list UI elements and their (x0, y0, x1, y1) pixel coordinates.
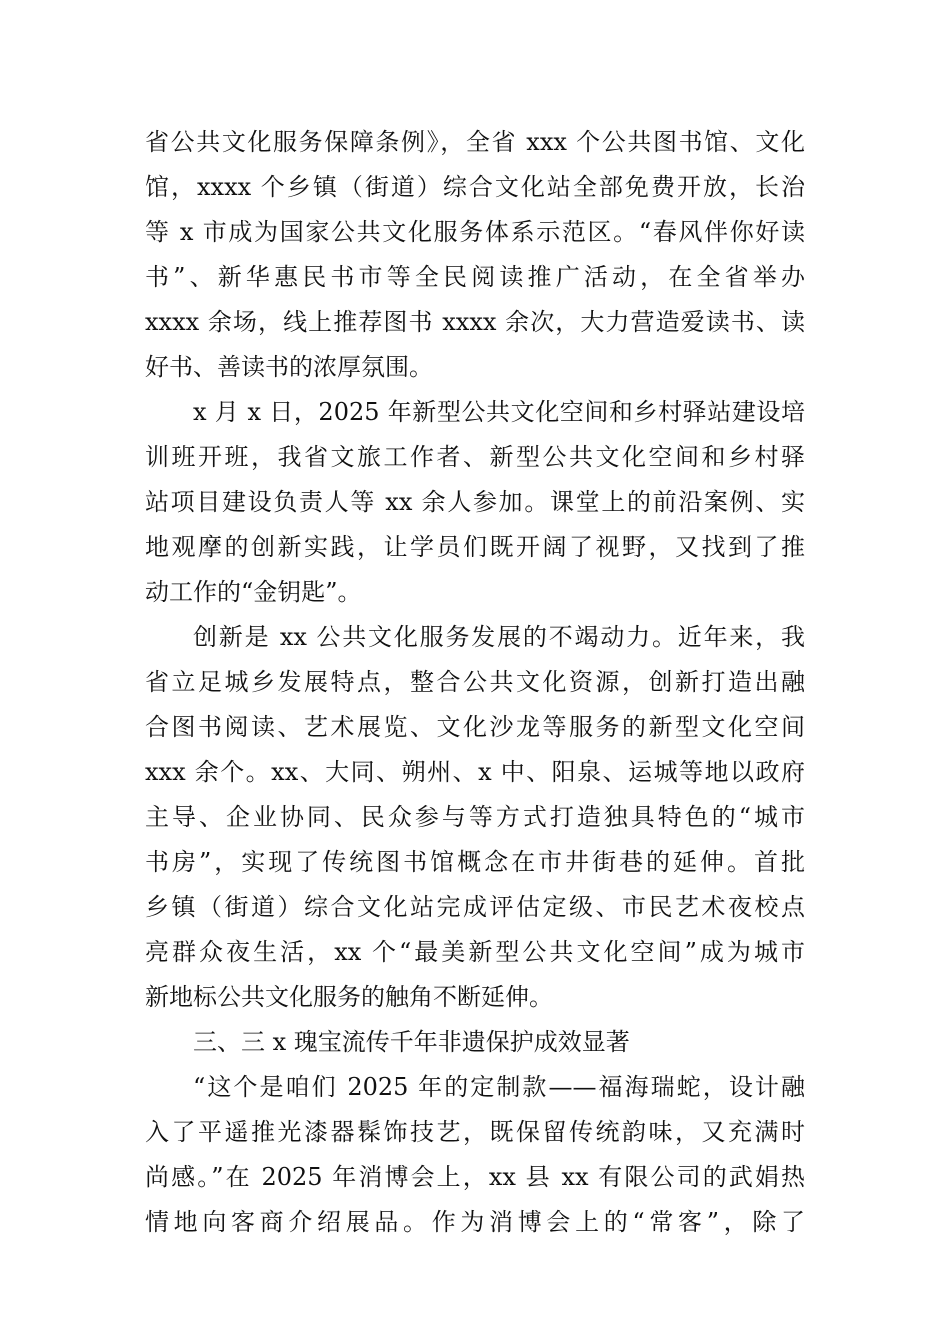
paragraph-first-line: “这个是咱们 2025 年的定制款——福海瑞蛇，设计融 (193, 1073, 805, 1101)
text-line: 合图书阅读、艺术展览、文化沙龙等服务的新型文化空间 (145, 713, 805, 741)
text-line: 新地标公共文化服务的触角不断延伸。 (145, 983, 553, 1011)
text-line: 乡镇（街道）综合文化站完成评估定级、市民艺术夜校点 (145, 893, 805, 921)
text-line: 主导、企业协同、民众参与等方式打造独具特色的“城市 (145, 803, 805, 831)
text-line: 书”、新华惠民书市等全民阅读推广活动，在全省举办 (145, 263, 805, 291)
text-line: 训班开班，我省文旅工作者、新型公共文化空间和乡村驿 (145, 443, 805, 471)
text-line: 好书、善读书的浓厚氛围。 (145, 353, 433, 381)
text-line: xxx 余个。xx、大同、朔州、x 中、阳泉、运城等地以政府 (145, 758, 805, 786)
text-line: 尚感。”在 2025 年消博会上，xx 县 xx 有限公司的武娟热 (145, 1163, 805, 1191)
text-line: 情地向客商介绍展品。作为消博会上的“常客”，除了 (145, 1208, 805, 1236)
text-line: 亮群众夜生活，xx 个“最美新型公共文化空间”成为城市 (145, 938, 805, 966)
text-line: 馆，xxxx 个乡镇（街道）综合文化站全部免费开放，长治 (145, 173, 805, 201)
text-line: 省公共文化服务保障条例》，全省 xxx 个公共图书馆、文化 (145, 128, 805, 156)
text-line: xxxx 余场，线上推荐图书 xxxx 余次，大力营造爱读书、读 (145, 308, 805, 336)
text-line: 入了平遥推光漆器髹饰技艺，既保留传统韵味，又充满时 (145, 1118, 805, 1146)
text-line: 动工作的“金钥匙”。 (145, 578, 362, 606)
text-line: 地观摩的创新实践，让学员们既开阔了视野，又找到了推 (145, 533, 805, 561)
section-heading: 三、三 x 瑰宝流传千年非遗保护成效显著 (193, 1028, 630, 1056)
text-line: 书房”，实现了传统图书馆概念在市井街巷的延伸。首批 (145, 848, 805, 876)
text-line: 等 x 市成为国家公共文化服务体系示范区。“春风伴你好读 (145, 218, 805, 246)
text-line: 站项目建设负责人等 xx 余人参加。课堂上的前沿案例、实 (145, 488, 805, 516)
text-line: 省立足城乡发展特点，整合公共文化资源，创新打造出融 (145, 668, 805, 696)
paragraph-first-line: x 月 x 日，2025 年新型公共文化空间和乡村驿站建设培 (193, 398, 805, 426)
paragraph-first-line: 创新是 xx 公共文化服务发展的不竭动力。近年来，我 (193, 623, 805, 651)
